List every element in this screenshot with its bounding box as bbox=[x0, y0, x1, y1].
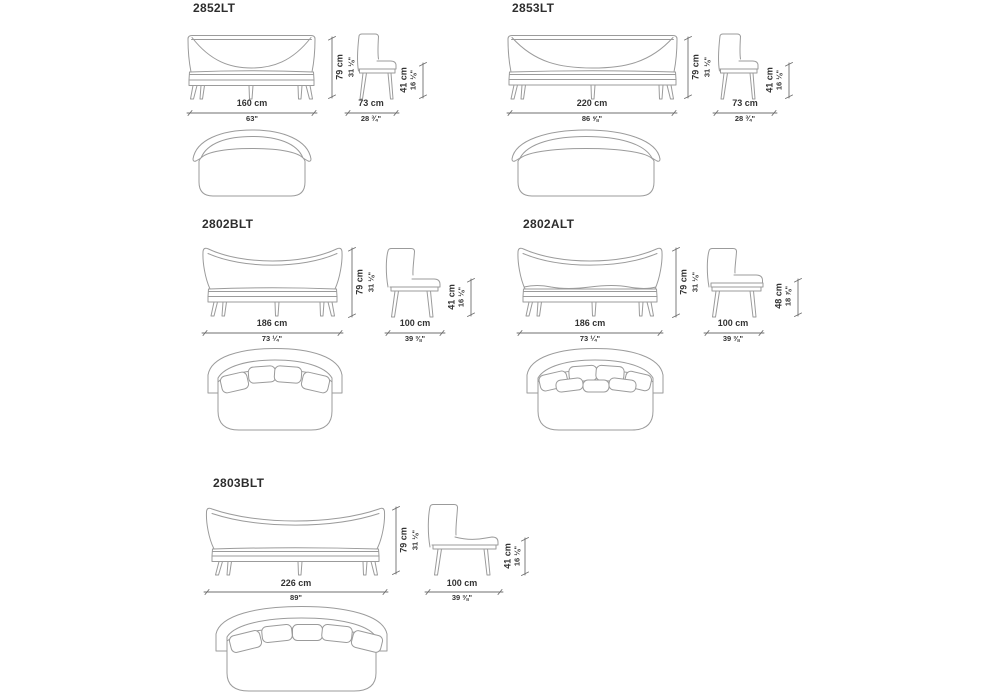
side-view-drawing bbox=[382, 247, 446, 318]
seat-height-dim-cm: 41 cm bbox=[398, 67, 409, 93]
side-view-drawing bbox=[703, 247, 769, 318]
depth-dim-in: 28 ¾" bbox=[360, 114, 382, 123]
seat-height-dim-in: 16 ⅛" bbox=[408, 69, 418, 91]
top-view-drawing bbox=[191, 127, 313, 199]
width-dim-cm: 220 cm bbox=[576, 98, 608, 108]
depth-dim-in: 28 ¾" bbox=[734, 114, 756, 123]
height-dim-in: 31 ⅛" bbox=[346, 56, 356, 78]
side-view-drawing bbox=[424, 503, 504, 576]
depth-dim-in: 39 ⅜" bbox=[722, 334, 744, 343]
depth-dim-cm: 73 cm bbox=[732, 98, 758, 108]
depth-dim-cm: 73 cm bbox=[358, 98, 384, 108]
depth-dim-cm: 100 cm bbox=[717, 318, 749, 328]
front-view-drawing bbox=[185, 30, 318, 100]
depth-dim-in: 39 ⅜" bbox=[404, 334, 426, 343]
seat-height-dim-in: 16 ⅛" bbox=[774, 69, 784, 91]
seat-height-dimension-line bbox=[785, 61, 793, 100]
width-dim-in: 73 ¼" bbox=[579, 334, 601, 343]
top-view-drawing bbox=[524, 345, 666, 432]
front-view-drawing bbox=[515, 243, 665, 318]
width-dim-in: 73 ¼" bbox=[261, 334, 283, 343]
width-dim-cm: 186 cm bbox=[574, 318, 606, 328]
front-view-drawing bbox=[505, 30, 680, 100]
width-dim-in: 63" bbox=[246, 114, 258, 123]
seat-height-dim-in: 18 ⅞" bbox=[783, 285, 793, 307]
width-dim-cm: 160 cm bbox=[236, 98, 268, 108]
depth-dim-cm: 100 cm bbox=[446, 578, 478, 588]
side-view-drawing bbox=[352, 33, 400, 100]
model-title: 2852LT bbox=[193, 1, 236, 15]
model-title: 2803BLT bbox=[213, 476, 265, 490]
seat-height-dim-cm: 41 cm bbox=[502, 543, 513, 569]
seat-height-dim-cm: 41 cm bbox=[764, 67, 775, 93]
height-dim-in: 31 ⅛" bbox=[690, 271, 700, 293]
top-view-drawing bbox=[205, 345, 345, 432]
seat-height-dimension-line bbox=[521, 536, 529, 577]
seat-height-dim-in: 16 ⅛" bbox=[456, 286, 466, 308]
front-view-drawing bbox=[200, 243, 345, 318]
seat-height-dim-cm: 41 cm bbox=[446, 284, 457, 310]
width-dim-cm: 186 cm bbox=[256, 318, 288, 328]
width-dim-in: 89" bbox=[290, 593, 302, 602]
height-dim-in: 31 ⅛" bbox=[366, 271, 376, 293]
height-dim-cm: 79 cm bbox=[334, 54, 345, 80]
depth-dim-in: 39 ⅜" bbox=[451, 593, 473, 602]
depth-dim-cm: 100 cm bbox=[399, 318, 431, 328]
front-view-drawing bbox=[203, 503, 388, 576]
seat-height-dimension-line bbox=[419, 61, 427, 100]
height-dim-cm: 79 cm bbox=[690, 54, 701, 80]
height-dim-cm: 79 cm bbox=[398, 527, 409, 553]
top-view-drawing bbox=[510, 127, 662, 199]
seat-height-dim-cm: 48 cm bbox=[773, 283, 784, 309]
side-view-drawing bbox=[712, 33, 762, 100]
model-title: 2802BLT bbox=[202, 217, 254, 231]
height-dim-in: 31 ⅛" bbox=[702, 56, 712, 78]
model-title: 2853LT bbox=[512, 1, 555, 15]
top-view-drawing bbox=[213, 603, 390, 693]
height-dim-cm: 79 cm bbox=[354, 269, 365, 295]
height-dim-cm: 79 cm bbox=[678, 269, 689, 295]
width-dim-cm: 226 cm bbox=[280, 578, 312, 588]
width-dim-in: 86 ⅝" bbox=[581, 114, 603, 123]
seat-height-dimension-line bbox=[467, 277, 475, 318]
seat-height-dimension-line bbox=[794, 277, 802, 318]
model-title: 2802ALT bbox=[523, 217, 575, 231]
height-dim-in: 31 ⅛" bbox=[410, 529, 420, 551]
seat-height-dim-in: 16 ⅛" bbox=[512, 545, 522, 567]
